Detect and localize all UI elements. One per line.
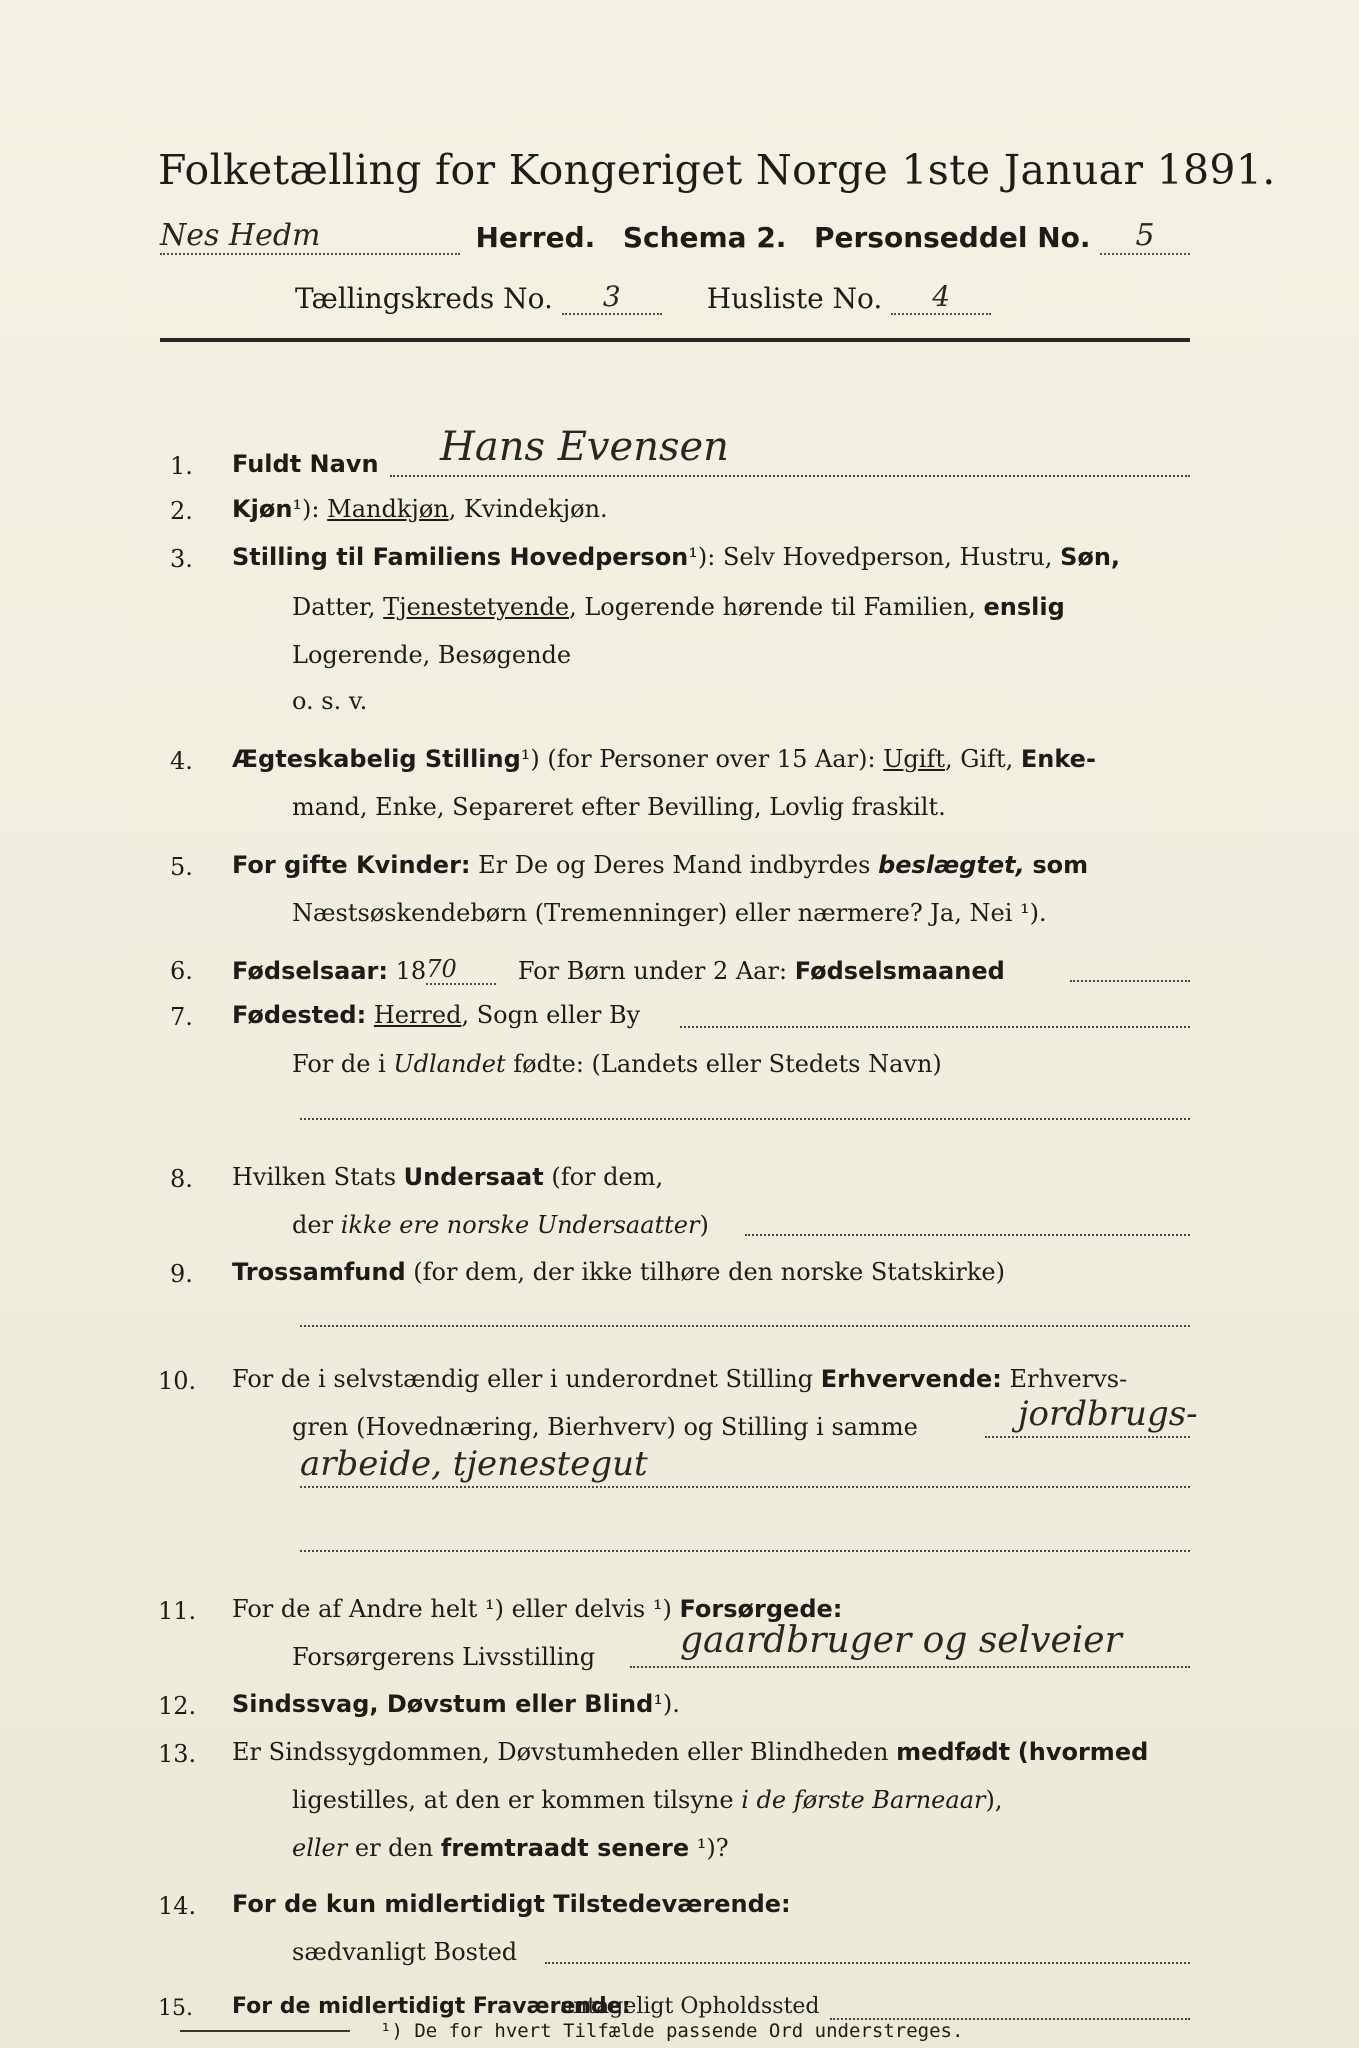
item-2-text: Kjøn¹): Mandkjøn, Kvindekjøn. — [232, 495, 608, 523]
item-3-line-2: Datter, Tjenestetyende, Logerende hørende til Familien, enslig — [292, 593, 1065, 621]
item-14-line-2: sædvanligt Bosted — [292, 1938, 518, 1966]
item-10-line-1: For de i selvstændig eller i underordnet Stilling Erhvervende: Erhvervs- — [232, 1365, 1128, 1393]
item-7-blank-line — [300, 1118, 1190, 1120]
herred-label: Herred. — [475, 221, 596, 254]
item-5-line-1: For gifte Kvinder: Er De og Deres Mand indbyrdes beslægtet, som — [232, 851, 1089, 879]
item-1-value: Hans Evensen — [440, 424, 729, 470]
item-9-blank-line — [300, 1325, 1190, 1327]
item-11-number: 11. — [158, 1597, 197, 1625]
item-11-line — [630, 1666, 1190, 1668]
item-7-number: 7. — [170, 1003, 193, 1031]
item-5-number: 5. — [170, 853, 193, 881]
item-7-line — [680, 1026, 1190, 1028]
form-title: Folketælling for Kongeriget Norge 1ste Januar 1891. — [158, 146, 1276, 194]
item-10-value-1: jordbrugs- — [1018, 1394, 1198, 1434]
item-9-number: 9. — [170, 1260, 193, 1288]
item-5-line-2: Næstsøskendebørn (Tremenninger) eller nærmere? Ja, Nei ¹). — [292, 899, 1047, 927]
item-1-line — [390, 475, 1190, 477]
item-4-number: 4. — [170, 747, 193, 775]
item-10-number: 10. — [158, 1367, 197, 1395]
item-14-number: 14. — [158, 1892, 197, 1920]
item-6-text: Fødselsaar: 1870 For Børn under 2 Aar: Fødselsmaaned — [232, 955, 1005, 985]
item-7-line-2: For de i Udlandet fødte: (Landets eller Stedets Navn) — [292, 1050, 942, 1078]
footnote-rule — [180, 2030, 350, 2032]
item-3-number: 3. — [170, 545, 193, 573]
item-15-number: 15. — [158, 1996, 193, 2021]
item-8-line-1: Hvilken Stats Undersaat (for dem, — [232, 1163, 664, 1191]
item-13-line-2: ligestilles, at den er kommen tilsyne i de første Barneaar), — [292, 1786, 1003, 1814]
herred-row — [160, 218, 1190, 255]
item-2-number: 2. — [170, 497, 193, 525]
item-3-line-3: Logerende, Besøgende — [292, 641, 572, 669]
item-11-line-2: Forsørgerens Livsstilling — [292, 1643, 596, 1671]
schema-label: Schema 2. — [622, 221, 787, 254]
item-4-line-1: Ægteskabelig Stilling¹) (for Personer over 15 Aar): Ugift, Gift, Enke- — [232, 745, 1096, 773]
personseddel-label: Personseddel No. — [813, 221, 1091, 254]
herred-value: Nes Hedm — [160, 218, 460, 255]
item-10-line-b — [300, 1486, 1190, 1488]
item-3-line-1: Stilling til Familiens Hovedperson¹): Selv Hovedperson, Hustru, Søn, — [232, 543, 1121, 571]
item-15-label: For de midlertidigt Fraværende: — [232, 1994, 631, 2019]
footnote: ¹) De for hvert Tilfælde passende Ord understreges. — [380, 2020, 964, 2042]
item-1-label: Fuldt Navn — [232, 450, 379, 478]
item-8-line-2: der ikke ere norske Undersaatter) — [292, 1211, 709, 1239]
item-15-line-2: antageligt Opholdssted — [560, 1994, 820, 2019]
item-8-line — [745, 1234, 1190, 1236]
item-7-line-1: Fødested: Herred, Sogn eller By — [232, 1001, 641, 1029]
item-10-blank-line — [300, 1550, 1190, 1552]
item-1-number: 1. — [170, 452, 193, 480]
birth-year-value: 70 — [426, 955, 496, 985]
item-13-number: 13. — [158, 1740, 197, 1768]
item-10-line-a — [985, 1436, 1190, 1438]
item-10-line-2: gren (Hovednæring, Bierhverv) og Stilling i samme — [292, 1413, 918, 1441]
item-13-line-1: Er Sindssygdommen, Døvstumheden eller Blindheden medfødt (hvormed — [232, 1738, 1149, 1766]
item-4-line-2: mand, Enke, Separeret efter Bevilling, Lovlig fraskilt. — [292, 793, 946, 821]
item-14-label: For de kun midlertidigt Tilstedeværende: — [232, 1890, 791, 1918]
item-12-text: Sindssvag, Døvstum eller Blind¹). — [232, 1690, 680, 1718]
item-11-value: gaardbruger og selveier — [680, 1620, 1122, 1661]
husliste-value: 4 — [891, 280, 991, 315]
item-13-line-3: eller er den fremtraadt senere ¹)? — [292, 1834, 729, 1862]
header-rule — [160, 338, 1190, 342]
item-3-line-4: o. s. v. — [292, 687, 368, 715]
item-12-number: 12. — [158, 1692, 197, 1720]
kreds-row — [295, 280, 991, 315]
kreds-label: Tællingskreds No. — [295, 282, 553, 315]
item-6-number: 6. — [170, 957, 193, 985]
item-8-number: 8. — [170, 1165, 193, 1193]
item-10-value-2: arbeide, tjenestegut — [300, 1444, 648, 1484]
husliste-label: Husliste No. — [706, 282, 883, 315]
item-14-line — [545, 1962, 1190, 1964]
item-6-line — [1070, 980, 1190, 982]
item-9-text: Trossamfund (for dem, der ikke tilhøre den norske Statskirke) — [232, 1258, 1005, 1286]
personseddel-value: 5 — [1100, 218, 1190, 255]
item-11-line-1: For de af Andre helt ¹) eller delvis ¹) Forsørgede: — [232, 1595, 843, 1623]
kreds-value: 3 — [562, 280, 662, 315]
